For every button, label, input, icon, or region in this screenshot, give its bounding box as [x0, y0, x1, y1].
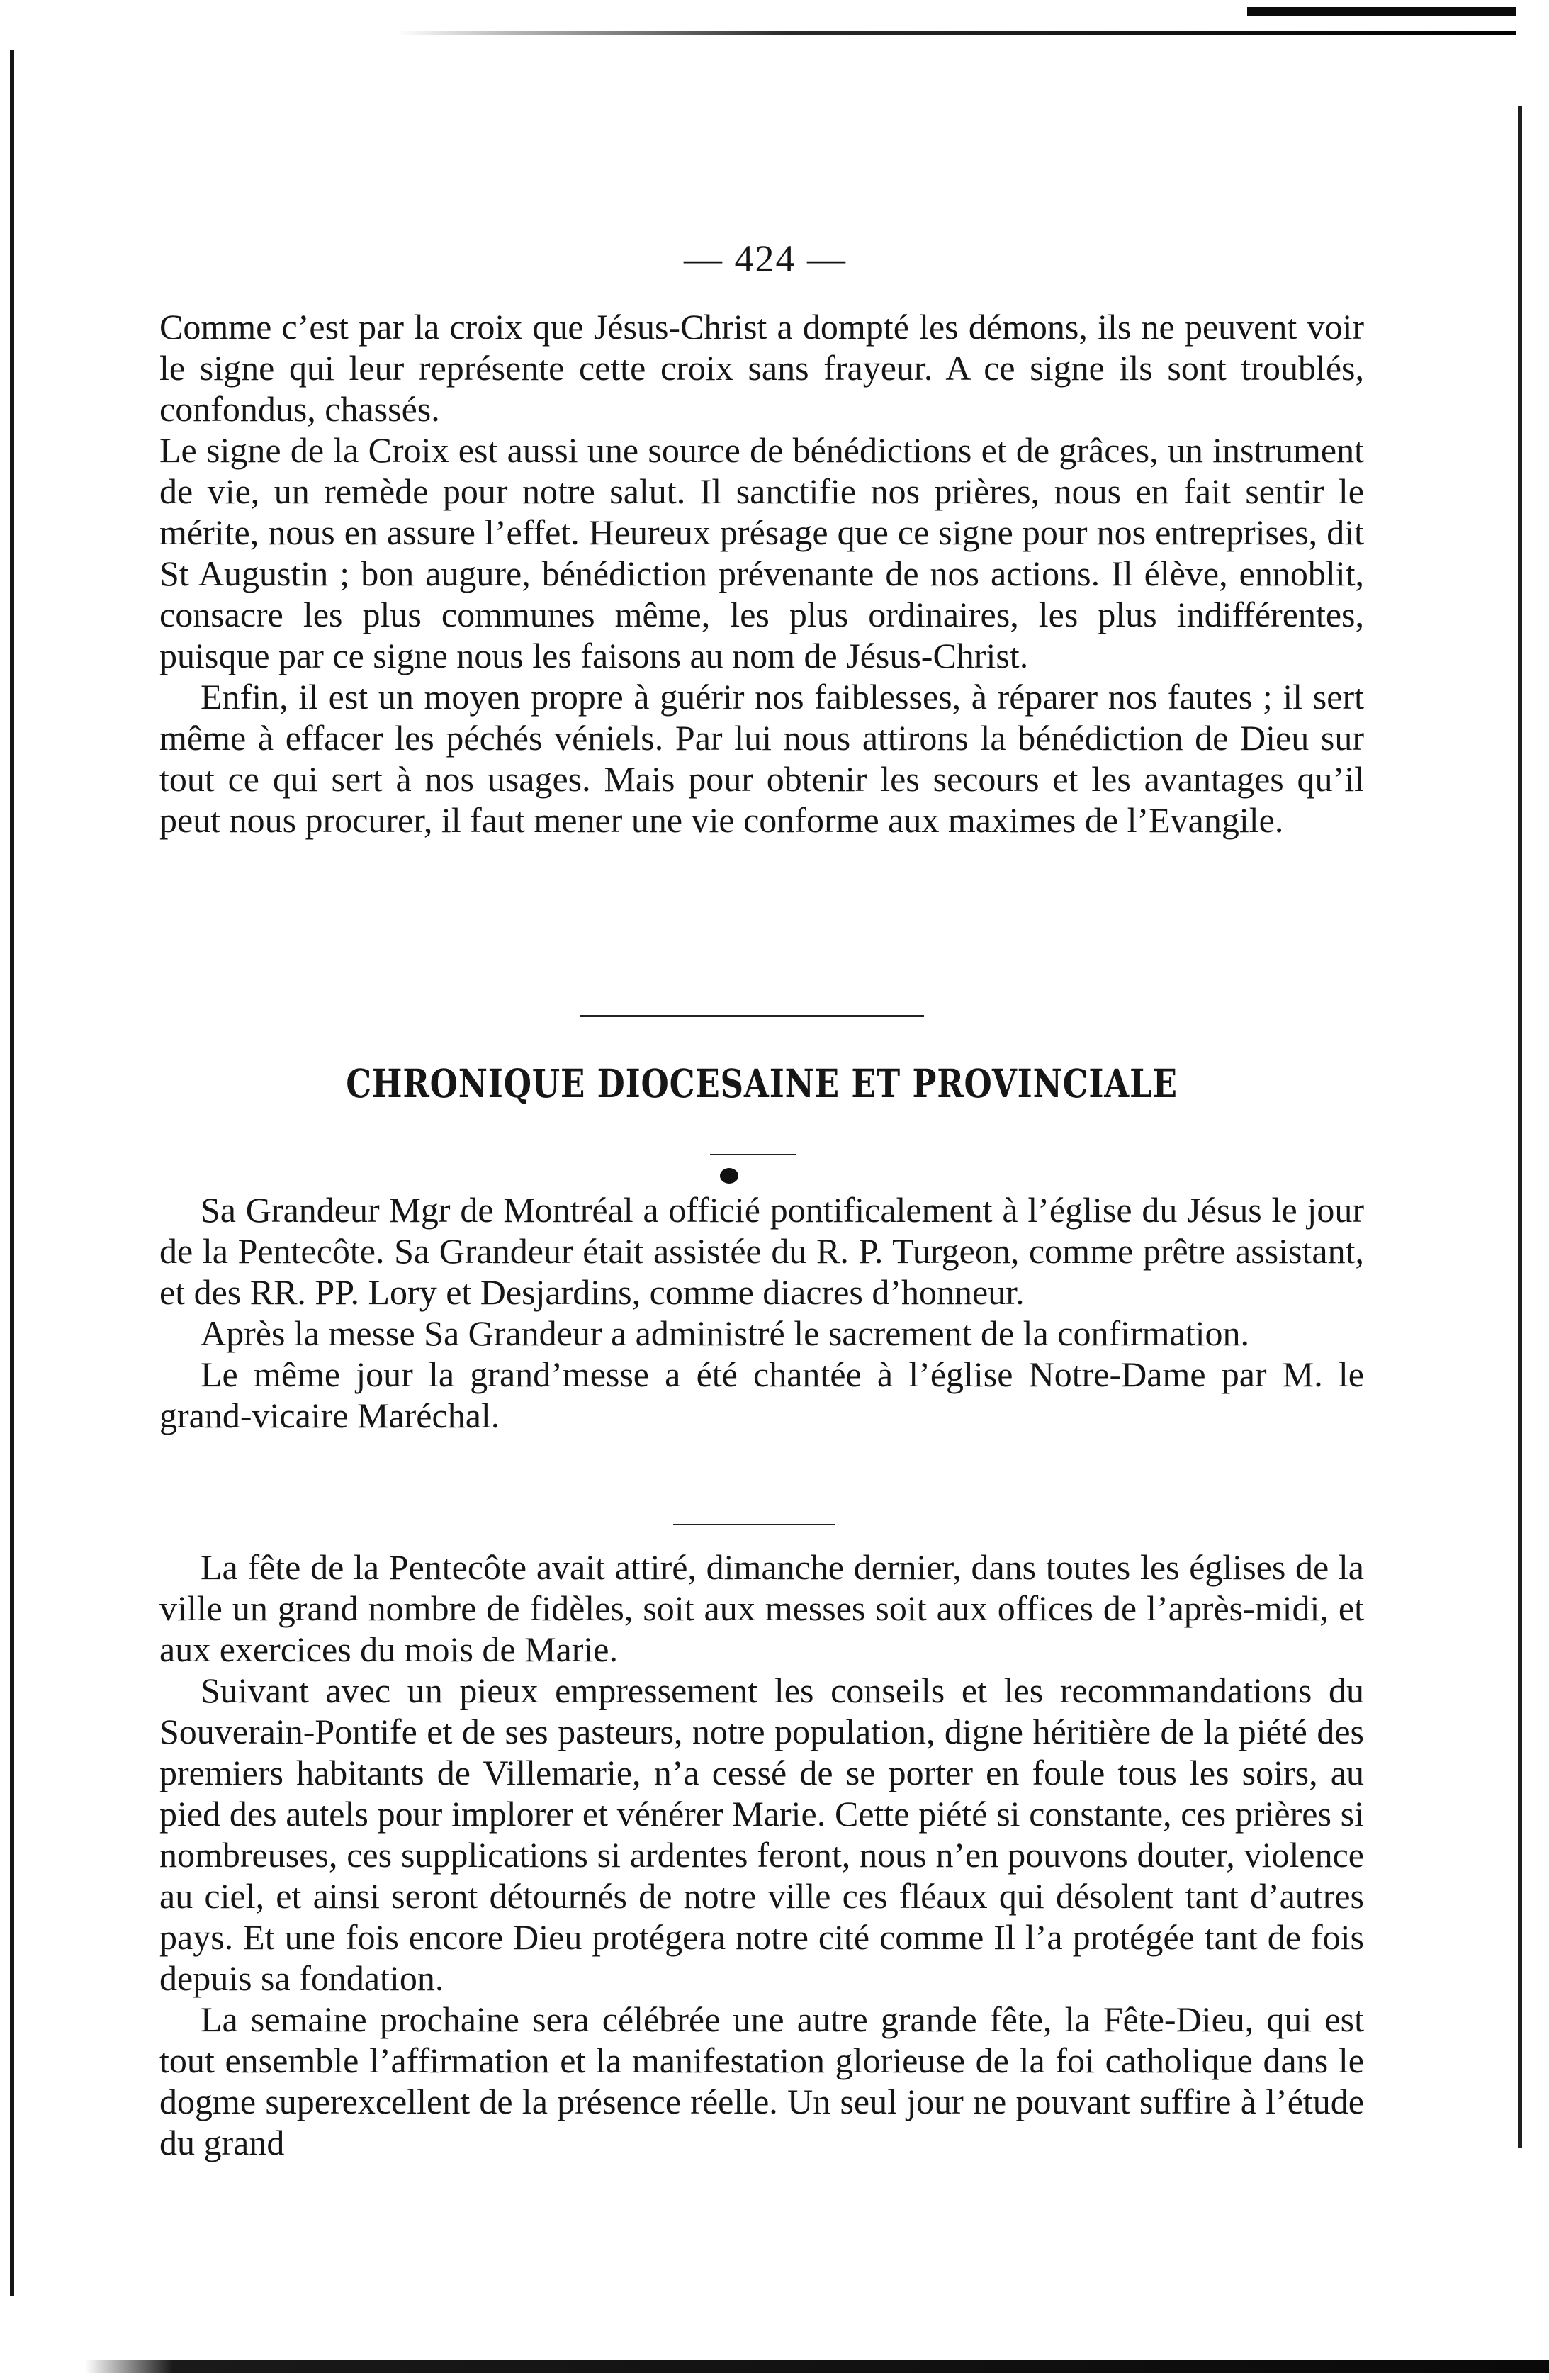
opening-text	[159, 306, 1364, 841]
paragraph: Le signe de la Croix est aussi une source de bénédictions et de grâces, un instrument de vie, un remède pour notre salut. Il sanctifie nos prières, nous en fait sentir le mérite, nous en assure l’effet. Heureux présage que ce signe pour nos entreprises, dit St Augustin ; bon augure, bénédiction prévenante de nos actions. Il élève, ennoblit, consacre les plus communes même, les plus ordinaires, les plus indifférentes, puisque par ce signe nous les faisons au nom de Jésus-Christ.	[159, 430, 1364, 675]
top-corner-bar	[1247, 7, 1516, 16]
item-divider	[673, 1524, 835, 1525]
left-page-edge	[10, 50, 14, 2296]
section-heading: CHRONIQUE DIOCESAINE ET PROVINCIALE	[346, 1060, 1178, 1106]
paragraph: Sa Grandeur Mgr de Montréal a officié pontificalement à l’église du Jésus le jour de la Pentecôte. Sa Grandeur était assistée du R. P. Turgeon, comme prêtre assistant, et des RR. PP. Lory et Desjardins, comme diacres d’honneur.	[159, 1190, 1364, 1312]
page-number: — 424 —	[684, 237, 847, 280]
paragraph: La fête de la Pentecôte avait attiré, dimanche dernier, dans toutes les églises de la ville un grand nombre de fidèles, soit aux messes soit aux offices de l’après-midi, et aux exercices du mois de Marie.	[159, 1547, 1364, 1669]
bottom-border-rule	[85, 2360, 1549, 2373]
right-page-edge	[1518, 106, 1522, 2148]
chronicle-block-1	[159, 1189, 1364, 1436]
bullet-mark	[720, 1168, 738, 1184]
chronicle-block-2	[159, 1547, 1364, 2163]
paragraph: Le même jour la grand’messe a été chantée à l’église Notre-Dame par M. le grand-vicaire Maréchal.	[159, 1354, 1364, 1435]
paragraph: Comme c’est par la croix que Jésus-Christ a dompté les démons, ils ne peuvent voir le signe qui leur représente cette croix sans frayeur. A ce signe ils sont troublés, confondus, chassés.	[159, 307, 1364, 429]
paragraph: Enfin, il est un moyen propre à guérir nos faiblesses, à réparer nos fautes ; il sert même à effacer les péchés véniels. Par lui nous attirons la bénédiction de Dieu sur tout ce qui sert à nos usages. Mais pour obtenir les secours et les avantages qu’il peut nous procurer, il faut mener une vie conforme aux maximes de l’Evangile.	[159, 677, 1364, 840]
top-border-rule	[397, 31, 1516, 35]
paragraph: Suivant avec un pieux empressement les conseils et les recommandations du Souverain-Pontife et de ses pasteurs, notre population, digne héritière de la piété des premiers habitants de Villemarie, n’a cessé de se porter en foule tous les soirs, au pied des autels pour implorer et vénérer Marie. Cette piété si constante, ces prières si nombreuses, ces supplications si ardentes feront, nous n’en pouvons douter, violence au ciel, et ainsi seront détournés de notre ville ces fléaux qui désolent tant d’autres pays. Et une fois encore Dieu protégera notre cité comme Il l’a protégée tant de fois depuis sa fondation.	[159, 1671, 1364, 1998]
paragraph: La semaine prochaine sera célébrée une autre grande fête, la Fête-Dieu, qui est tout ensemble l’affirmation et la manifestation glorieuse de la foi catholique dans le dogme superexcellent de la présence réelle. Un seul jour ne pouvant suffire à l’étude du grand	[159, 1999, 1364, 2162]
section-divider	[580, 1015, 924, 1017]
paragraph: Après la messe Sa Grandeur a administré le sacrement de la confirmation.	[201, 1313, 1250, 1353]
heading-underline	[710, 1154, 796, 1155]
